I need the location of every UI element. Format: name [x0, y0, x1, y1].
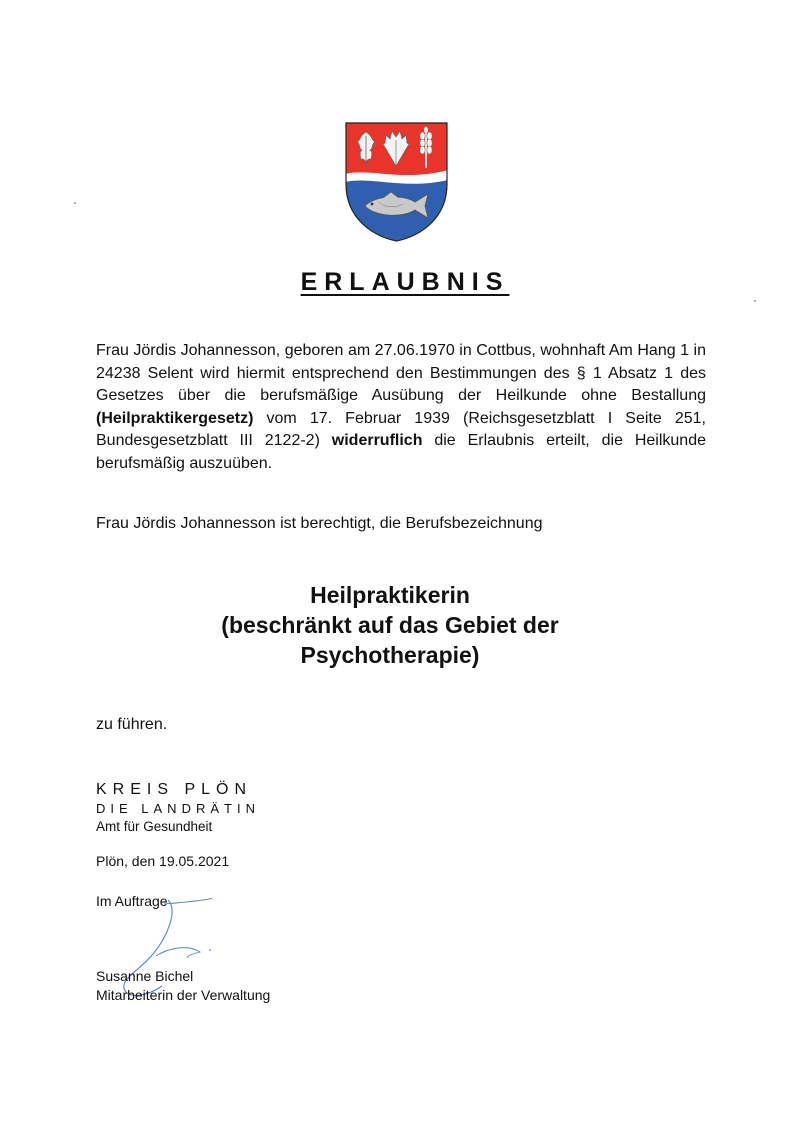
place-and-date: Plön, den 19.05.2021: [96, 853, 230, 869]
paragraph-text-part-3: die Erlaubnis erteilt, die Heilkunde berufsmäßig auszuüben.: [96, 432, 707, 472]
revocable-bold: widerruflich: [331, 432, 423, 449]
authority-department: Amt für Gesundheit: [96, 819, 213, 834]
professional-title: [0, 580, 780, 670]
title-line-1: Heilpraktikerin: [310, 582, 470, 608]
scan-speck: [754, 300, 756, 302]
signer-role: Mitarbeiterin der Verwaltung: [96, 987, 271, 1003]
issuing-authority: [96, 780, 260, 836]
document-heading: ERLAUBNIS: [300, 268, 510, 296]
paragraph-text-part-1: Frau Jördis Johannesson, geboren am 27.06.1970 in Cottbus, wohnhaft Am Hang 1 in 24238 Selent wird hiermit entsprechend den Bestimmungen des § 1 Absatz 1 des Gesetzes über die berufsmäßige Ausübung der Heilkunde ohne Bestallung: [96, 342, 706, 404]
authority-office: DIE LANDRÄTIN: [96, 801, 260, 816]
paragraph-text-part-2: vom 17. Februar 1939 (Reichsgesetzblatt I Seite 251, Bundesgesetzblatt III 2122-2): [96, 409, 706, 449]
on-behalf-label: Im Auftrage: [96, 893, 168, 909]
scan-speck: [74, 202, 76, 204]
law-name-bold: (Heilpraktikergesetz): [96, 409, 254, 427]
coat-of-arms-emblem: [345, 122, 448, 242]
signer-block: [96, 967, 270, 1005]
title-line-2: (beschränkt auf das Gebiet der: [221, 612, 559, 638]
signer-name: Susanne Bichel: [96, 968, 194, 984]
entitlement-sentence: Frau Jördis Johannesson ist berechtigt, die Berufsbezeichnung: [96, 515, 543, 532]
title-line-3: Psychotherapie): [300, 642, 480, 668]
authority-district: KREIS PLÖN: [96, 781, 253, 798]
permit-paragraph: [96, 340, 706, 475]
closing-phrase: zu führen.: [96, 716, 168, 733]
